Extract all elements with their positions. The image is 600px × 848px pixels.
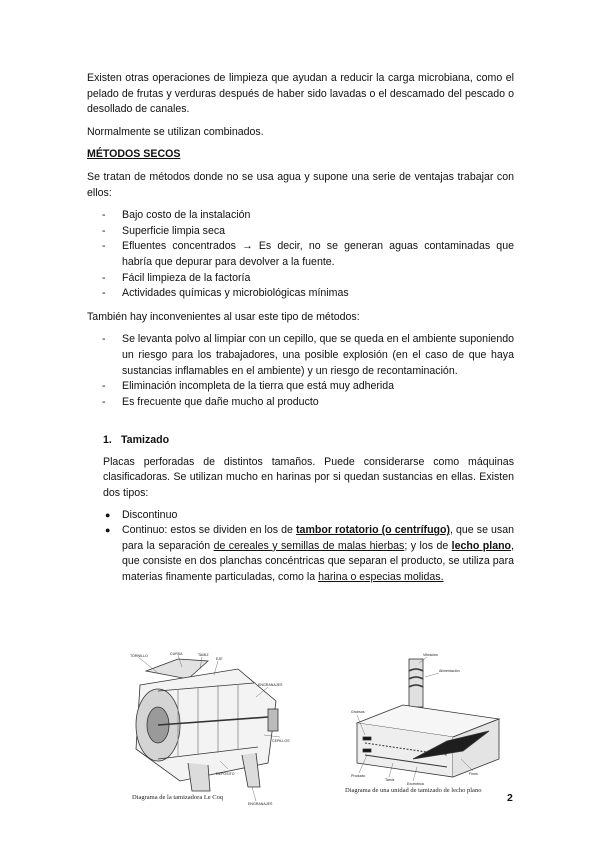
tamizado-description: Placas perforadas de distintos tamaños. Puede considerarse como máquinas clasificadoras. Se utilizan mucho en harinas por si quedan sustancias en ellas. Existen dos tipos: bbox=[103, 455, 514, 500]
list-item: - Bajo costo de la instalación bbox=[87, 208, 514, 224]
combined-note: Normalmente se utilizan combinados. bbox=[87, 125, 264, 138]
term-harina: harina o especias molidas. bbox=[318, 571, 444, 584]
fig2-label: Gruesos bbox=[351, 710, 365, 714]
dash-marker: - bbox=[102, 240, 106, 253]
bullet-marker: ● bbox=[105, 525, 111, 536]
ventajas-list bbox=[87, 208, 514, 302]
section-heading-metodos-secos: MÉTODOS SECOS bbox=[87, 148, 181, 161]
dash-marker: - bbox=[102, 209, 106, 222]
dash-marker: - bbox=[102, 380, 106, 393]
metodos-secos-intro: Se tratan de métodos donde no se usa agua y supone una serie de ventajas trabajar con ellos: bbox=[87, 170, 514, 199]
fig1-label: CEPILLOS bbox=[272, 739, 290, 743]
list-item: - Eliminación incompleta de la tierra que está muy adherida bbox=[87, 379, 514, 395]
inconvenientes-intro: También hay inconvenientes al usar este tipo de métodos: bbox=[87, 310, 360, 323]
list-item: - Superficie limpia seca bbox=[87, 224, 514, 240]
inconvenientes-list bbox=[87, 332, 514, 410]
dash-marker: - bbox=[102, 224, 106, 237]
term-cereales: de cereales y semillas de malas hierbas bbox=[213, 539, 405, 552]
dash-marker: - bbox=[102, 333, 106, 346]
list-item: - Fácil limpieza de la factoría bbox=[87, 271, 514, 287]
section-number: 1. bbox=[103, 434, 112, 447]
list-item: - Efluentes concentrados → Es decir, no se generan aguas contaminadas que habría que depurar para devolver a la fuente. bbox=[102, 240, 514, 268]
fig1-label: CURSA bbox=[170, 652, 183, 656]
list-item: - Actividades químicas y microbiológicas mínimas bbox=[87, 286, 514, 302]
fig1-label: TORNILLO bbox=[130, 654, 148, 658]
dash-marker: - bbox=[102, 271, 106, 284]
term-lecho-plano: lecho plano bbox=[451, 539, 512, 552]
bullet-marker: ● bbox=[105, 509, 111, 520]
intro-paragraph: Existen otras operaciones de limpieza que ayudan a reducir la carga microbiana, como el pelado de frutas y verduras después de haber sido lavadas o el descamado del pescado o desollado de canales. bbox=[87, 72, 514, 116]
dash-marker: - bbox=[102, 395, 106, 408]
tamizado-types-list bbox=[103, 508, 514, 586]
fig2-label: Producto bbox=[351, 774, 366, 778]
fig1-label: ENGRANAJES bbox=[258, 683, 283, 687]
page-number: 2 bbox=[507, 792, 513, 804]
term-tambor-rotatorio: tambor rotatorio (o centrífugo) bbox=[296, 524, 451, 537]
figure-caption-le-coq: Diagrama de la tamizadora Le Coq bbox=[132, 794, 224, 801]
fig2-label: Excéntrica bbox=[407, 782, 424, 786]
list-item: - Se levanta polvo al limpiar con un cepillo, que se queda en el ambiente suponiendo un riesgo para los trabajadores, una posible explosión (en el caso de que haya sustancias inflamables en el ambiente) y un riesgo de recontaminación. bbox=[102, 333, 514, 377]
figure-caption-lecho-plano: Diagrama de una unidad de tamizado de lecho plano bbox=[345, 787, 482, 794]
fig1-label: ENGRANAJES bbox=[248, 802, 273, 806]
fig1-label: DEPÓSITO bbox=[216, 772, 235, 776]
section-title-tamizado: 1. Tamizado bbox=[103, 433, 514, 449]
page-content bbox=[87, 71, 514, 586]
list-item-continuo: ● Continuo: estos se dividen en los de tambor rotatorio (o centrífugo), que se usan para la separación de cereales y semillas de malas hierbas; y los de lecho plano, que consiste en dos planchas concéntricas que separan el producto, se utiliza para materias finamente particuladas, como la harina o especias molidas. bbox=[105, 524, 514, 584]
fig2-label: Tamiz bbox=[385, 778, 395, 782]
list-item: - Es frecuente que dañe mucho al producto bbox=[87, 395, 514, 411]
fig1-label: TAMIZ bbox=[198, 653, 209, 657]
fig1-label: EJE bbox=[216, 657, 223, 661]
rotary-sifter-diagram bbox=[118, 651, 298, 807]
list-item-discontinuo: ● Discontinuo bbox=[103, 508, 514, 524]
dash-marker: - bbox=[102, 287, 106, 300]
fig2-label: Vibración bbox=[423, 653, 438, 657]
flat-bed-sifter-diagram bbox=[343, 651, 507, 799]
fig2-label: Alimentación bbox=[439, 669, 460, 673]
fig2-label: Finos bbox=[469, 772, 478, 776]
